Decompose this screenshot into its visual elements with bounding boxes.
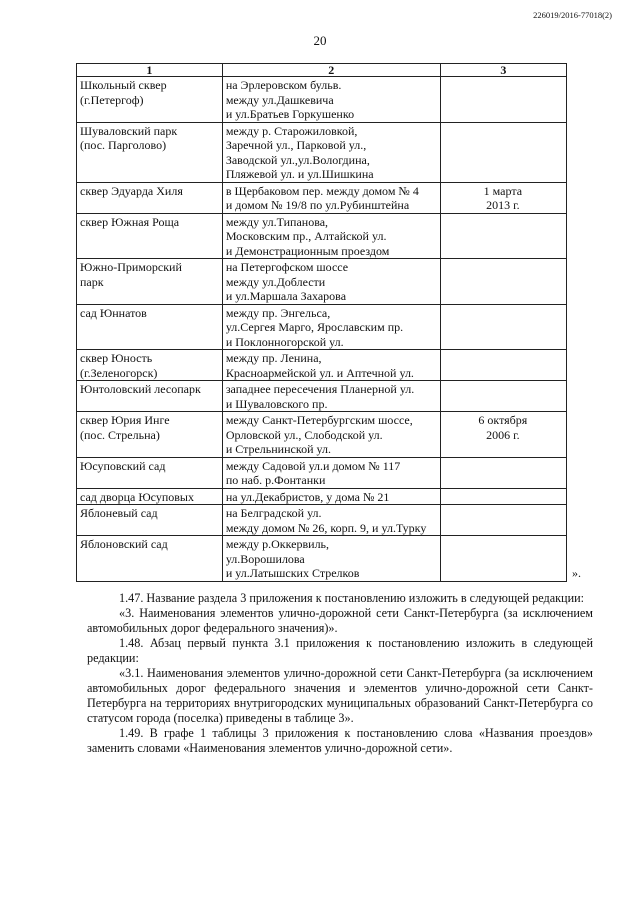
location-cell-line: Орловской ул., Слободской ул.	[225, 427, 383, 442]
location-cell-line: Пляжевой ул. и ул.Шишкина	[225, 167, 374, 181]
amendment-paragraph: 1.49. В графе 1 таблицы 3 приложения к постановлению слова «Названия проездов» заменить словами «Наименования элементов улично-дорожной сети».	[87, 726, 593, 755]
park-name-cell-line: (пос. Парголово)	[80, 138, 167, 152]
location-cell-line: и Демонстрационным проездом	[225, 243, 390, 258]
park-name-cell	[77, 77, 223, 123]
date-cell	[440, 412, 566, 458]
location-cell	[222, 488, 440, 505]
amendment-paragraph: 1.47. Название раздела 3 приложения к постановлению изложить в следующей редакции:	[119, 591, 585, 605]
location-cell	[222, 122, 440, 182]
table-row	[77, 182, 567, 213]
location-cell-line: между р. Старожиловкой,	[225, 123, 358, 138]
location-cell-line: между пр. Ленина,	[225, 351, 322, 365]
date-cell	[440, 488, 566, 505]
park-name-cell	[77, 304, 223, 350]
date-cell	[440, 304, 566, 350]
location-cell-line: и домом № 19/8 по ул.Рубинштейна	[225, 198, 410, 212]
park-name-cell	[77, 182, 223, 213]
location-cell	[222, 457, 440, 488]
date-cell	[440, 350, 566, 381]
park-name-cell-line: (пос. Стрельна)	[80, 427, 160, 442]
location-cell-line: и ул.Братьев Горкушенко	[225, 107, 355, 121]
location-cell	[222, 536, 440, 582]
location-cell-line: ул.Ворошилова	[225, 551, 305, 566]
location-cell-line: на Эрлеровском бульв.	[225, 78, 342, 92]
park-name-cell	[77, 412, 223, 458]
park-name-cell-line: Юнтоловский лесопарк	[80, 382, 201, 396]
location-cell-line: по наб. р.Фонтанки	[225, 473, 326, 487]
location-cell-line: и ул.Латышских Стрелков	[225, 566, 360, 580]
table-body	[77, 77, 567, 582]
page-number: 20	[313, 33, 327, 48]
location-cell-line: между домом № 26, корп. 9, и ул.Турку	[225, 520, 427, 535]
table-row	[77, 350, 567, 381]
date-cell-line: 6 октября	[478, 413, 528, 427]
location-cell	[222, 304, 440, 350]
park-name-cell-line: Шуваловский парк	[80, 123, 178, 138]
date-cell	[440, 505, 566, 536]
location-cell-line: и ул.Маршала Захарова	[225, 289, 347, 303]
park-name-cell	[77, 505, 223, 536]
park-name-cell-line: Юсуповский сад	[80, 458, 166, 473]
park-name-cell-line: (г.Зеленогорск)	[80, 365, 158, 380]
park-name-cell	[77, 488, 223, 505]
park-name-cell-line: Южно-Приморский	[80, 260, 182, 274]
location-cell	[222, 213, 440, 259]
location-cell	[222, 182, 440, 213]
table-row	[77, 77, 567, 123]
location-cell-line: Заречной ул., Парковой ул.,	[225, 138, 367, 152]
location-cell-line: между пр. Энгельса,	[225, 305, 331, 320]
location-cell-line: между ул.Дашкевича	[225, 92, 334, 107]
table-row	[77, 259, 567, 305]
table-row	[77, 505, 567, 536]
location-cell-line: между Садовой ул.и домом № 117	[225, 458, 401, 473]
table-row	[77, 122, 567, 182]
park-name-cell-line: сквер Юрия Инге	[80, 413, 170, 427]
date-cell	[440, 259, 566, 305]
park-name-cell-line: (г.Петергоф)	[80, 92, 144, 107]
park-name-cell-line: Яблоневый сад	[80, 506, 158, 520]
park-name-cell-line: сквер Юность	[80, 351, 153, 365]
location-cell-line: западнее пересечения Планерной ул.	[225, 382, 415, 396]
park-name-cell-line: сад Юннатов	[80, 305, 147, 320]
parks-table	[76, 63, 567, 582]
date-cell	[440, 457, 566, 488]
location-cell	[222, 505, 440, 536]
date-cell	[440, 213, 566, 259]
table-row	[77, 304, 567, 350]
location-cell-line: и Стрельнинской ул.	[225, 442, 331, 456]
park-name-cell-line: Школьный сквер	[80, 78, 167, 92]
park-name-cell-line: сквер Южная Роща	[80, 214, 180, 229]
park-name-cell	[77, 457, 223, 488]
location-cell	[222, 412, 440, 458]
column-header: 3	[440, 64, 566, 77]
column-header: 2	[222, 64, 440, 77]
amendment-paragraph: 1.48. Абзац первый пункта 3.1 приложения к постановлению изложить в следующей редакции:	[87, 636, 593, 665]
park-name-cell-line: сквер Эдуарда Хиля	[80, 183, 183, 198]
location-cell-line: и Поклонногорской ул.	[225, 334, 344, 349]
document-id: 226019/2016-77018(2)	[533, 10, 612, 20]
location-cell-line: Московским пр., Алтайской ул.	[225, 229, 387, 243]
location-cell-line: на Белградской ул.	[225, 506, 322, 520]
park-name-cell	[77, 213, 223, 259]
park-name-cell-line: Яблоновский сад	[80, 537, 168, 551]
amendment-paragraphs	[87, 591, 593, 756]
date-cell	[440, 536, 566, 582]
date-cell-line: 1 марта	[483, 183, 523, 198]
closing-quote: ».	[572, 566, 581, 580]
location-cell-line: Красноармейской ул. и Аптечной ул.	[225, 365, 414, 380]
park-name-cell-line: сад дворца Юсуповых	[80, 489, 194, 504]
location-cell	[222, 77, 440, 123]
date-cell	[440, 182, 566, 213]
location-cell-line: между ул.Типанова,	[225, 214, 329, 229]
amendment-paragraph: «3. Наименования элементов улично-дорожной сети Санкт-Петербурга (за исключением автомобильных дорог федерального значения)».	[87, 606, 593, 635]
park-name-cell	[77, 381, 223, 412]
table-row	[77, 213, 567, 259]
date-cell-line: 2006 г.	[486, 427, 520, 442]
table-row	[77, 412, 567, 458]
location-cell	[222, 381, 440, 412]
table-row	[77, 488, 567, 505]
table-row	[77, 381, 567, 412]
location-cell-line: на Петергофском шоссе	[225, 260, 349, 274]
park-name-cell-line: парк	[80, 274, 104, 289]
park-name-cell	[77, 122, 223, 182]
park-name-cell	[77, 259, 223, 305]
location-cell-line: между р.Оккервиль,	[225, 537, 330, 551]
date-cell	[440, 122, 566, 182]
amendment-paragraph: «3.1. Наименования элементов улично-дорожной сети Санкт-Петербурга (за исключением автомобильных дорог федерального значения и элементов улично-дорожной сети Санкт-Петербурга на территориях внутригородских муниципальных образований Санкт-Петербурга со статусом города (поселка) приведены в таблице 3».	[87, 666, 593, 725]
location-cell	[222, 350, 440, 381]
date-cell	[440, 77, 566, 123]
column-header: 1	[77, 64, 223, 77]
date-cell-line: 2013 г.	[486, 198, 520, 212]
table-row	[77, 457, 567, 488]
date-cell	[440, 381, 566, 412]
location-cell-line: и Шуваловского пр.	[225, 396, 328, 411]
location-cell	[222, 259, 440, 305]
location-cell-line: на ул.Декабристов, у дома № 21	[225, 489, 390, 504]
location-cell-line: между Санкт-Петербургским шоссе,	[225, 413, 413, 427]
park-name-cell	[77, 350, 223, 381]
location-cell-line: между ул.Доблести	[225, 274, 326, 289]
table-header-row	[77, 64, 567, 77]
location-cell-line: Заводской ул.,ул.Вологдина,	[225, 152, 370, 167]
location-cell-line: в Щербаковом пер. между домом № 4	[225, 183, 419, 198]
park-name-cell	[77, 536, 223, 582]
location-cell-line: ул.Сергея Марго, Ярославским пр.	[225, 320, 404, 334]
table-row	[77, 536, 567, 582]
